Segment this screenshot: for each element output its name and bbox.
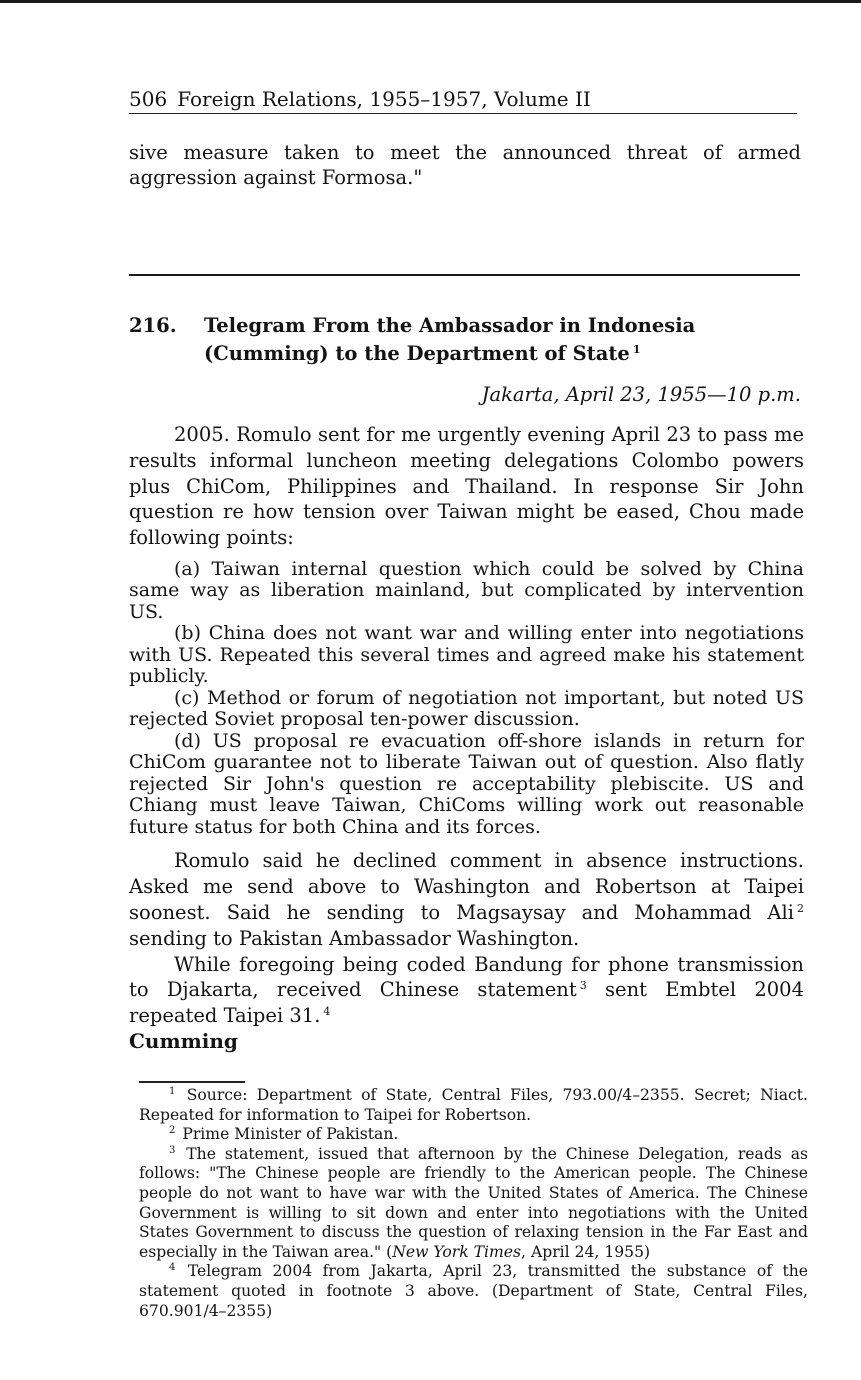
- footnote-1-text: Source: Department of State, Central Files, 793.00/4–2355. Secret; Niact. Repeated for information to Taipei for Robertson.: [139, 1086, 808, 1124]
- footnote-4-marker: 4: [169, 1262, 176, 1274]
- footnote-ref-4[interactable]: 4: [323, 1004, 331, 1018]
- paragraph-romulo: [129, 848, 804, 951]
- document-title-text: Telegram From the Ambassador in Indonesia (Cumming) to the Department of State: [204, 314, 696, 365]
- document-heading: [129, 312, 801, 368]
- paragraph-romulo-text-1: Romulo said he declined comment in absence instructions. Asked me send above to Washington and Robertson at Taipei soonest. Said he sending to Magsaysay and Mohammad Ali: [129, 849, 804, 925]
- point-a: (a) Taiwan internal question which could be solved by China same way as liberation mainland, but complicated by intervention US.: [129, 557, 804, 623]
- footnote-1-marker: 1: [169, 1085, 176, 1097]
- paragraph-bandung: [129, 952, 804, 1029]
- section-divider: [129, 274, 800, 276]
- carryover-paragraph: sive measure taken to meet the announced threat of armed aggression against Formosa.": [129, 141, 801, 189]
- points-list: [129, 559, 804, 839]
- footnote-3-text-2: , April 24, 1955): [521, 1242, 651, 1261]
- footnote-4-text: Telegram 2004 from Jakarta, April 23, transmitted the substance of the statement quoted in footnote 3 above. (Department of State, Central Files, 670.901/4–2355): [139, 1262, 808, 1320]
- footnote-3-text-1: The statement, issued that afternoon by the Chinese Delegation, reads as follows: "The Chinese people are friendly to the American people. The Chinese people do not want to have war with the United States of America. The Chinese Government is willing to sit down and enter into negotiations with the United States Government to discuss the question of relaxing tension in the Far East and especially in the Taiwan area." (: [139, 1144, 808, 1261]
- footnote-3-marker: 3: [169, 1144, 176, 1156]
- page-number: 506: [129, 87, 168, 111]
- signature: Cumming: [129, 1029, 238, 1054]
- footnotes: [139, 1086, 808, 1321]
- footnote-ref-3[interactable]: 3: [579, 978, 587, 992]
- dateline: Jakarta, April 23, 1955—10 p.m.: [481, 383, 801, 406]
- running-title: Foreign Relations, 1955–1957, Volume II: [177, 87, 591, 111]
- footnote-2-marker: 2: [169, 1125, 176, 1136]
- footnote-1: [139, 1086, 808, 1125]
- footnote-2-text: Prime Minister of Pakistan.: [182, 1125, 399, 1144]
- page-top-border: [0, 0, 861, 3]
- point-d: (d) US proposal re evacuation off-shore islands in return for ChiCom guarantee not to liberate Taiwan out of question. Also flatly rejected Sir John's question re acceptability plebiscite. US and Chiang must leave Taiwan, ChiComs willing work out reasonable future status for both China and its forces.: [129, 729, 804, 838]
- footnote-ref-2[interactable]: 2: [797, 901, 804, 915]
- footnote-ref-1[interactable]: 1: [632, 342, 641, 356]
- paragraph-bandung-text-2: sent Embtel 2004 repeated Taipei 31.: [129, 978, 804, 1028]
- point-c: (c) Method or forum of negotiation not important, but noted US rejected Soviet proposal ten-power discussion.: [129, 686, 804, 731]
- document-number: 216.: [129, 314, 177, 337]
- paragraph-romulo-text-2: sending to Pakistan Ambassador Washington.: [129, 926, 580, 950]
- footnote-4: [139, 1262, 808, 1321]
- point-b: (b) China does not want war and willing enter into negotiations with US. Repeated this several times and agreed make his statement publicly.: [129, 622, 804, 688]
- paragraph-bandung-text-1: While foregoing being coded Bandung for phone transmission to Djakarta, received Chinese statement: [129, 952, 804, 1002]
- intro-paragraph: 2005. Romulo sent for me urgently evening April 23 to pass me results informal luncheon meeting delegations Colombo powers plus ChiCom, Philippines and Thailand. In response Sir John question re how tension over Taiwan might be eased, Chou made following points:: [129, 423, 804, 550]
- footnote-3: [139, 1145, 808, 1263]
- footnote-divider: [139, 1081, 245, 1083]
- footnote-3-source: New York Times: [392, 1242, 522, 1261]
- running-header: [129, 86, 797, 114]
- telegram-body: [129, 422, 804, 1055]
- document-title: [204, 312, 801, 368]
- footnote-2: [139, 1125, 808, 1145]
